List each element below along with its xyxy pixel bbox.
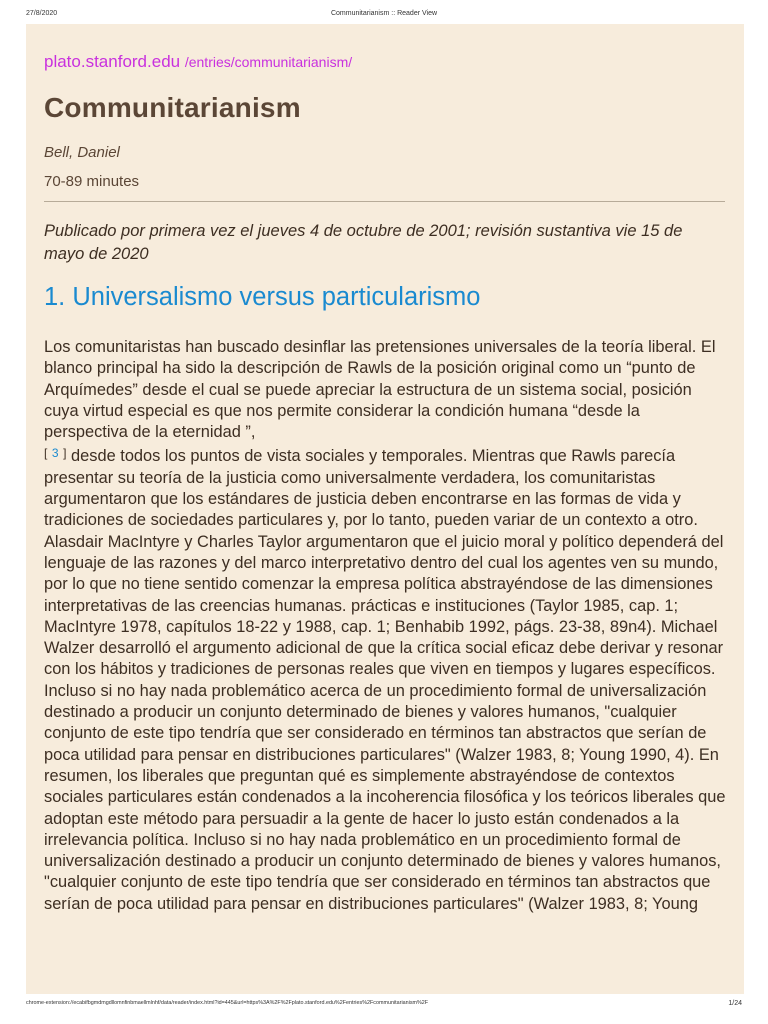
publication-date: Publicado por primera vez el jueves 4 de octubre de 2001; revisión sustantiva vie 15 de mayo de 2020 (44, 222, 683, 263)
paragraph-text-rest: desde todos los puntos de vista sociales y temporales. Mientras que Rawls parecía presentar su teoría de la justicia como universalmente verdadera, los comunitaristas argumentaron que los estándares de justicia deben encontrarse en las formas de vida y tradiciones de sociedades particulares y, por lo tanto, pueden variar de un contexto a otro. Alasdair MacIntyre y Charles Taylor argumentaron que el juicio moral y político dependerá del lenguaje de las razones y del marco interpretativo dentro del cual los agentes ven su mundo, por lo que no tiene sentido comenzar la empresa política abstrayéndose de las dimensiones interpretativas de las creencias humanas. prácticas e instituciones (Taylor 1985, cap. 1; MacIntyre 1978, capítulos 18-22 y 1988, cap. 1; Benhabib 1992, págs. 23-38, 89n4). Michael Walzer desarrolló el argumento adicional de que la crítica social eficaz debe derivar y resonar con los hábitos y tradiciones de personas reales que viven en tiempos y lugares específicos. Incluso si no hay nada problemático acerca de un procedimiento formal de universalización destinado a producir un conjunto determinado de bienes y valores humanos, "cualquier conjunto de este tipo tendría que ser considerado en términos tan abstractos que serían de poca utilidad para pensar en distribuciones particulares" (Walzer 1983, 8; Young 1990, 4). En resumen, los liberales que preguntan qué es simplemente abstrayéndose de contextos sociales particulares están condenados a la incoherencia filosófica y los teóricos liberales que adoptan este método para persuadir a la gente de hacer lo justo están condenados a la irrelevancia política. Incluso si no hay nada problemático en un procedimiento formal de universalización destinado a producir un conjunto determinado de bienes y valores humanos, "cualquier conjunto de este tipo tendría que ser considerado en términos tan abstractos que serían de poca utilidad para pensar en distribuciones particulares" (Walzer 1983, 8; Young (44, 447, 726, 913)
print-title: Communitarianism :: Reader View (330, 10, 438, 17)
print-url: chrome-extension://ecabifbgmdmgdllomnfinbmaellmlnhf/data/reader/index.html?id=445&url=https%3A%2F%2Fplato.stanford.edu%2Fentries%2Fcommunitarianism%2F (26, 1000, 429, 1006)
footnote-bracket-close: ] (63, 446, 67, 461)
print-footer (0, 1000, 768, 1012)
footnote-link[interactable]: 3 (51, 446, 59, 461)
page-number: 1/24 (728, 1000, 742, 1007)
header-divider (44, 201, 725, 202)
section-heading: 1. Universalismo versus particularismo (44, 283, 481, 311)
author-byline: Bell, Daniel (44, 144, 120, 161)
reading-time: 70-89 minutes (44, 173, 140, 190)
source-path[interactable]: /entries/communitarianism/ (184, 54, 353, 70)
footnote-bracket-open: [ (44, 446, 48, 461)
print-date: 27/8/2020 (26, 10, 58, 17)
print-header (0, 10, 768, 22)
source-url[interactable] (44, 52, 352, 72)
reader-view (26, 24, 744, 994)
source-domain[interactable]: plato.stanford.edu (44, 52, 181, 71)
body-paragraph (44, 337, 726, 915)
page-title: Communitarianism (44, 92, 301, 123)
paragraph-text-start: Los comunitaristas han buscado desinflar las pretensiones universales de la teoría liberal. El blanco principal ha sido la descripción de Rawls de la posición original como un “punto de Arquímedes” desde el cual se puede apreciar la estructura de un sistema social, posición cuya virtud especial es que nos permite considerar la condición humana “desde la perspectiva de la eternidad ”, (44, 338, 716, 442)
